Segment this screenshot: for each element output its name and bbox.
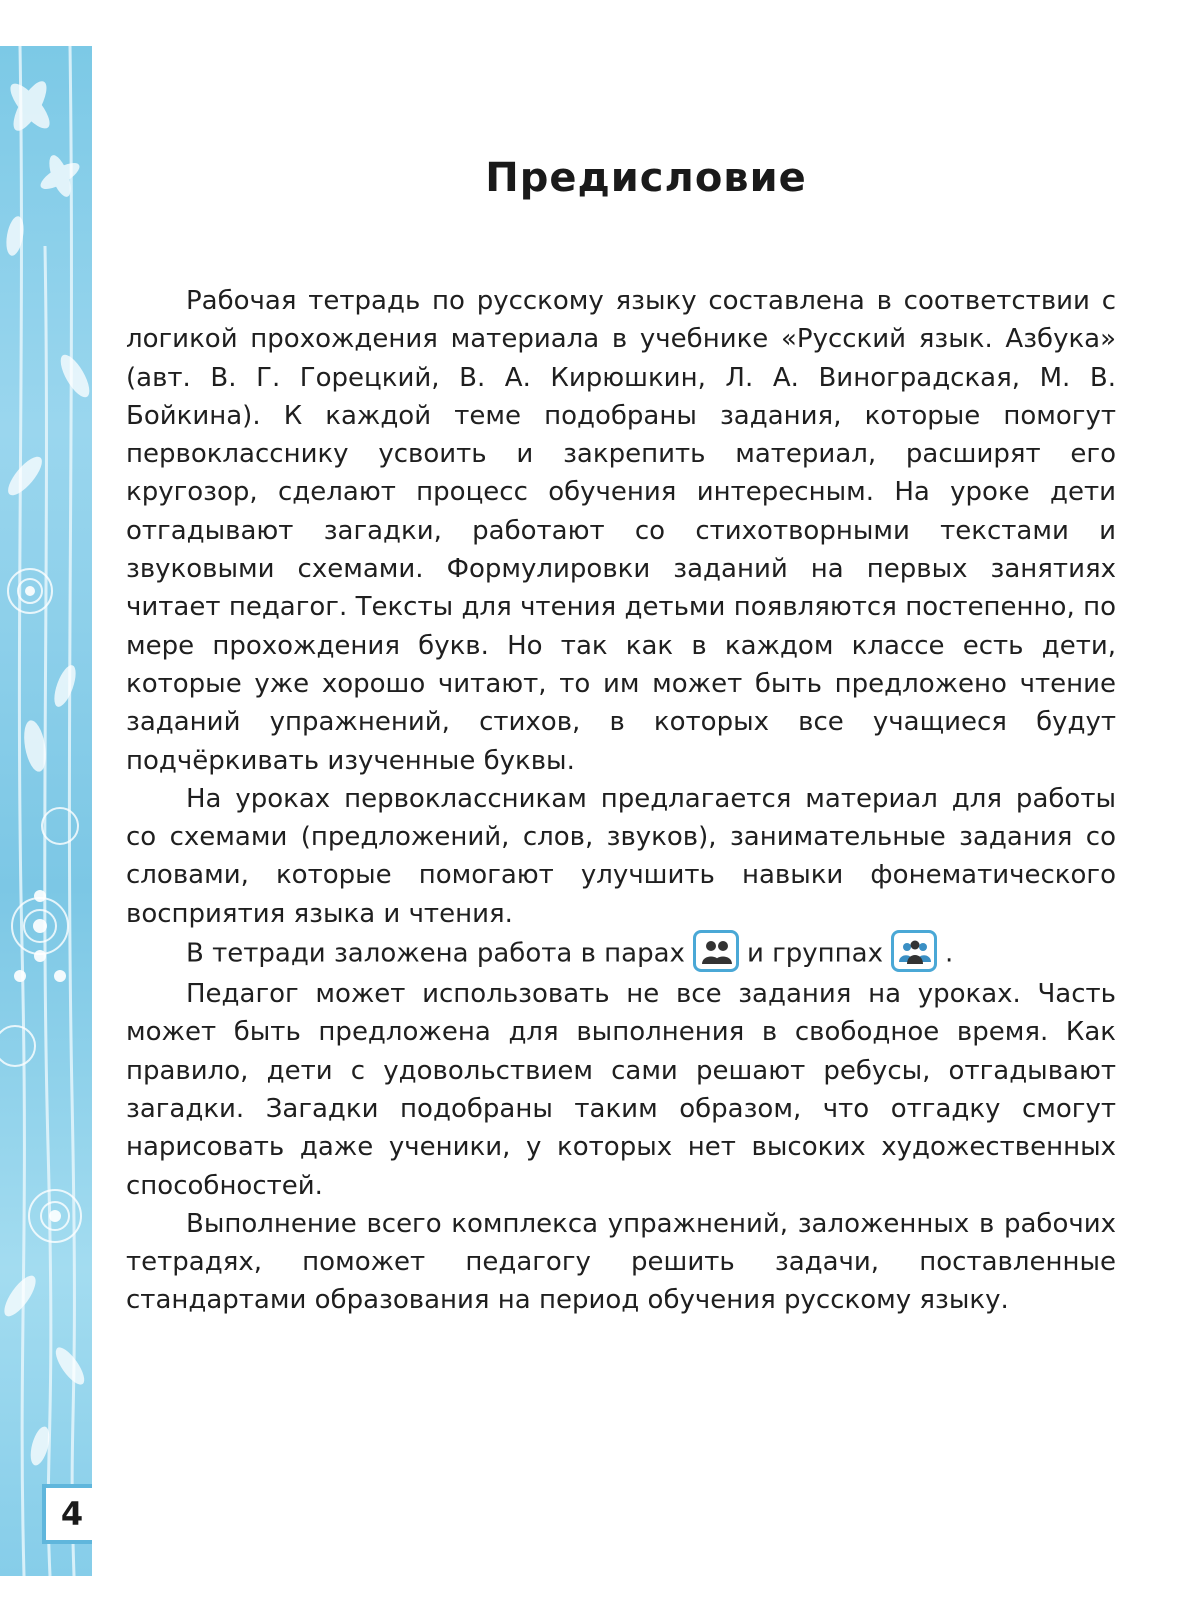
pair-work-icon — [693, 930, 739, 972]
paragraph-3 — [126, 933, 1116, 975]
paragraph-3-end: . — [944, 938, 954, 969]
page-title: Предисловие — [485, 155, 807, 201]
paragraph-2: На уроках первоклассникам предлагается материал для работы со схемами (предложений, слов, звуков), занимательные задания со словами, которые помогают улучшить навыки фонематического восприятия языка и чтения. — [126, 783, 1116, 929]
paragraph-5: Выполнение всего комплекса упражнений, заложенных в рабочих тетрадях, поможет педагогу решить задачи, поставленные стандартами образования на период обучения русскому языку. — [126, 1208, 1116, 1316]
paragraph-3-start: В тетради заложена работа в парах — [186, 938, 685, 969]
page-number: 4 — [42, 1484, 92, 1544]
paragraph-1: Рабочая тетрадь по русскому языку составлена в соответствии с логикой прохождения материала в учебнике «Русский язык. Азбука» (авт. В. Г. Горецкий, В. А. Кирюшкин, Л. А. Виноградская, М. В. Бойкина). К каждой теме подобраны задания, которые помогут первокласснику усвоить и закрепить материал, расширят его кругозор, сделают процесс обучения интересным. На уроке дети отгадывают загадки, работают со стихотворными текстами и звуковыми схемами. Формулировки заданий на первых занятиях читает педагог. Тексты для чтения детьми появляются постепенно, по мере прохождения букв. Но так как в каждом классе есть дети, которые уже хорошо читают, то им может быть предложено чтение заданий упражнений, стихов, в которых все учащиеся будут подчёркивать изученные буквы. — [126, 286, 1116, 776]
paragraph-3-middle: и группах — [746, 938, 883, 969]
decorative-flower-border — [0, 46, 92, 1576]
group-work-icon — [891, 930, 937, 972]
preface-text — [126, 282, 1116, 1320]
flower-pattern-icon — [0, 46, 92, 1576]
paragraph-4: Педагог может использовать не все задания на уроках. Часть может быть предложена для выполнения в свободное время. Как правило, дети с удовольствием сами решают ребусы, отгадывают загадки. Загадки подобраны таким образом, что отгадку смогут нарисовать даже ученики, у которых нет высоких художественных способностей. — [126, 979, 1116, 1201]
